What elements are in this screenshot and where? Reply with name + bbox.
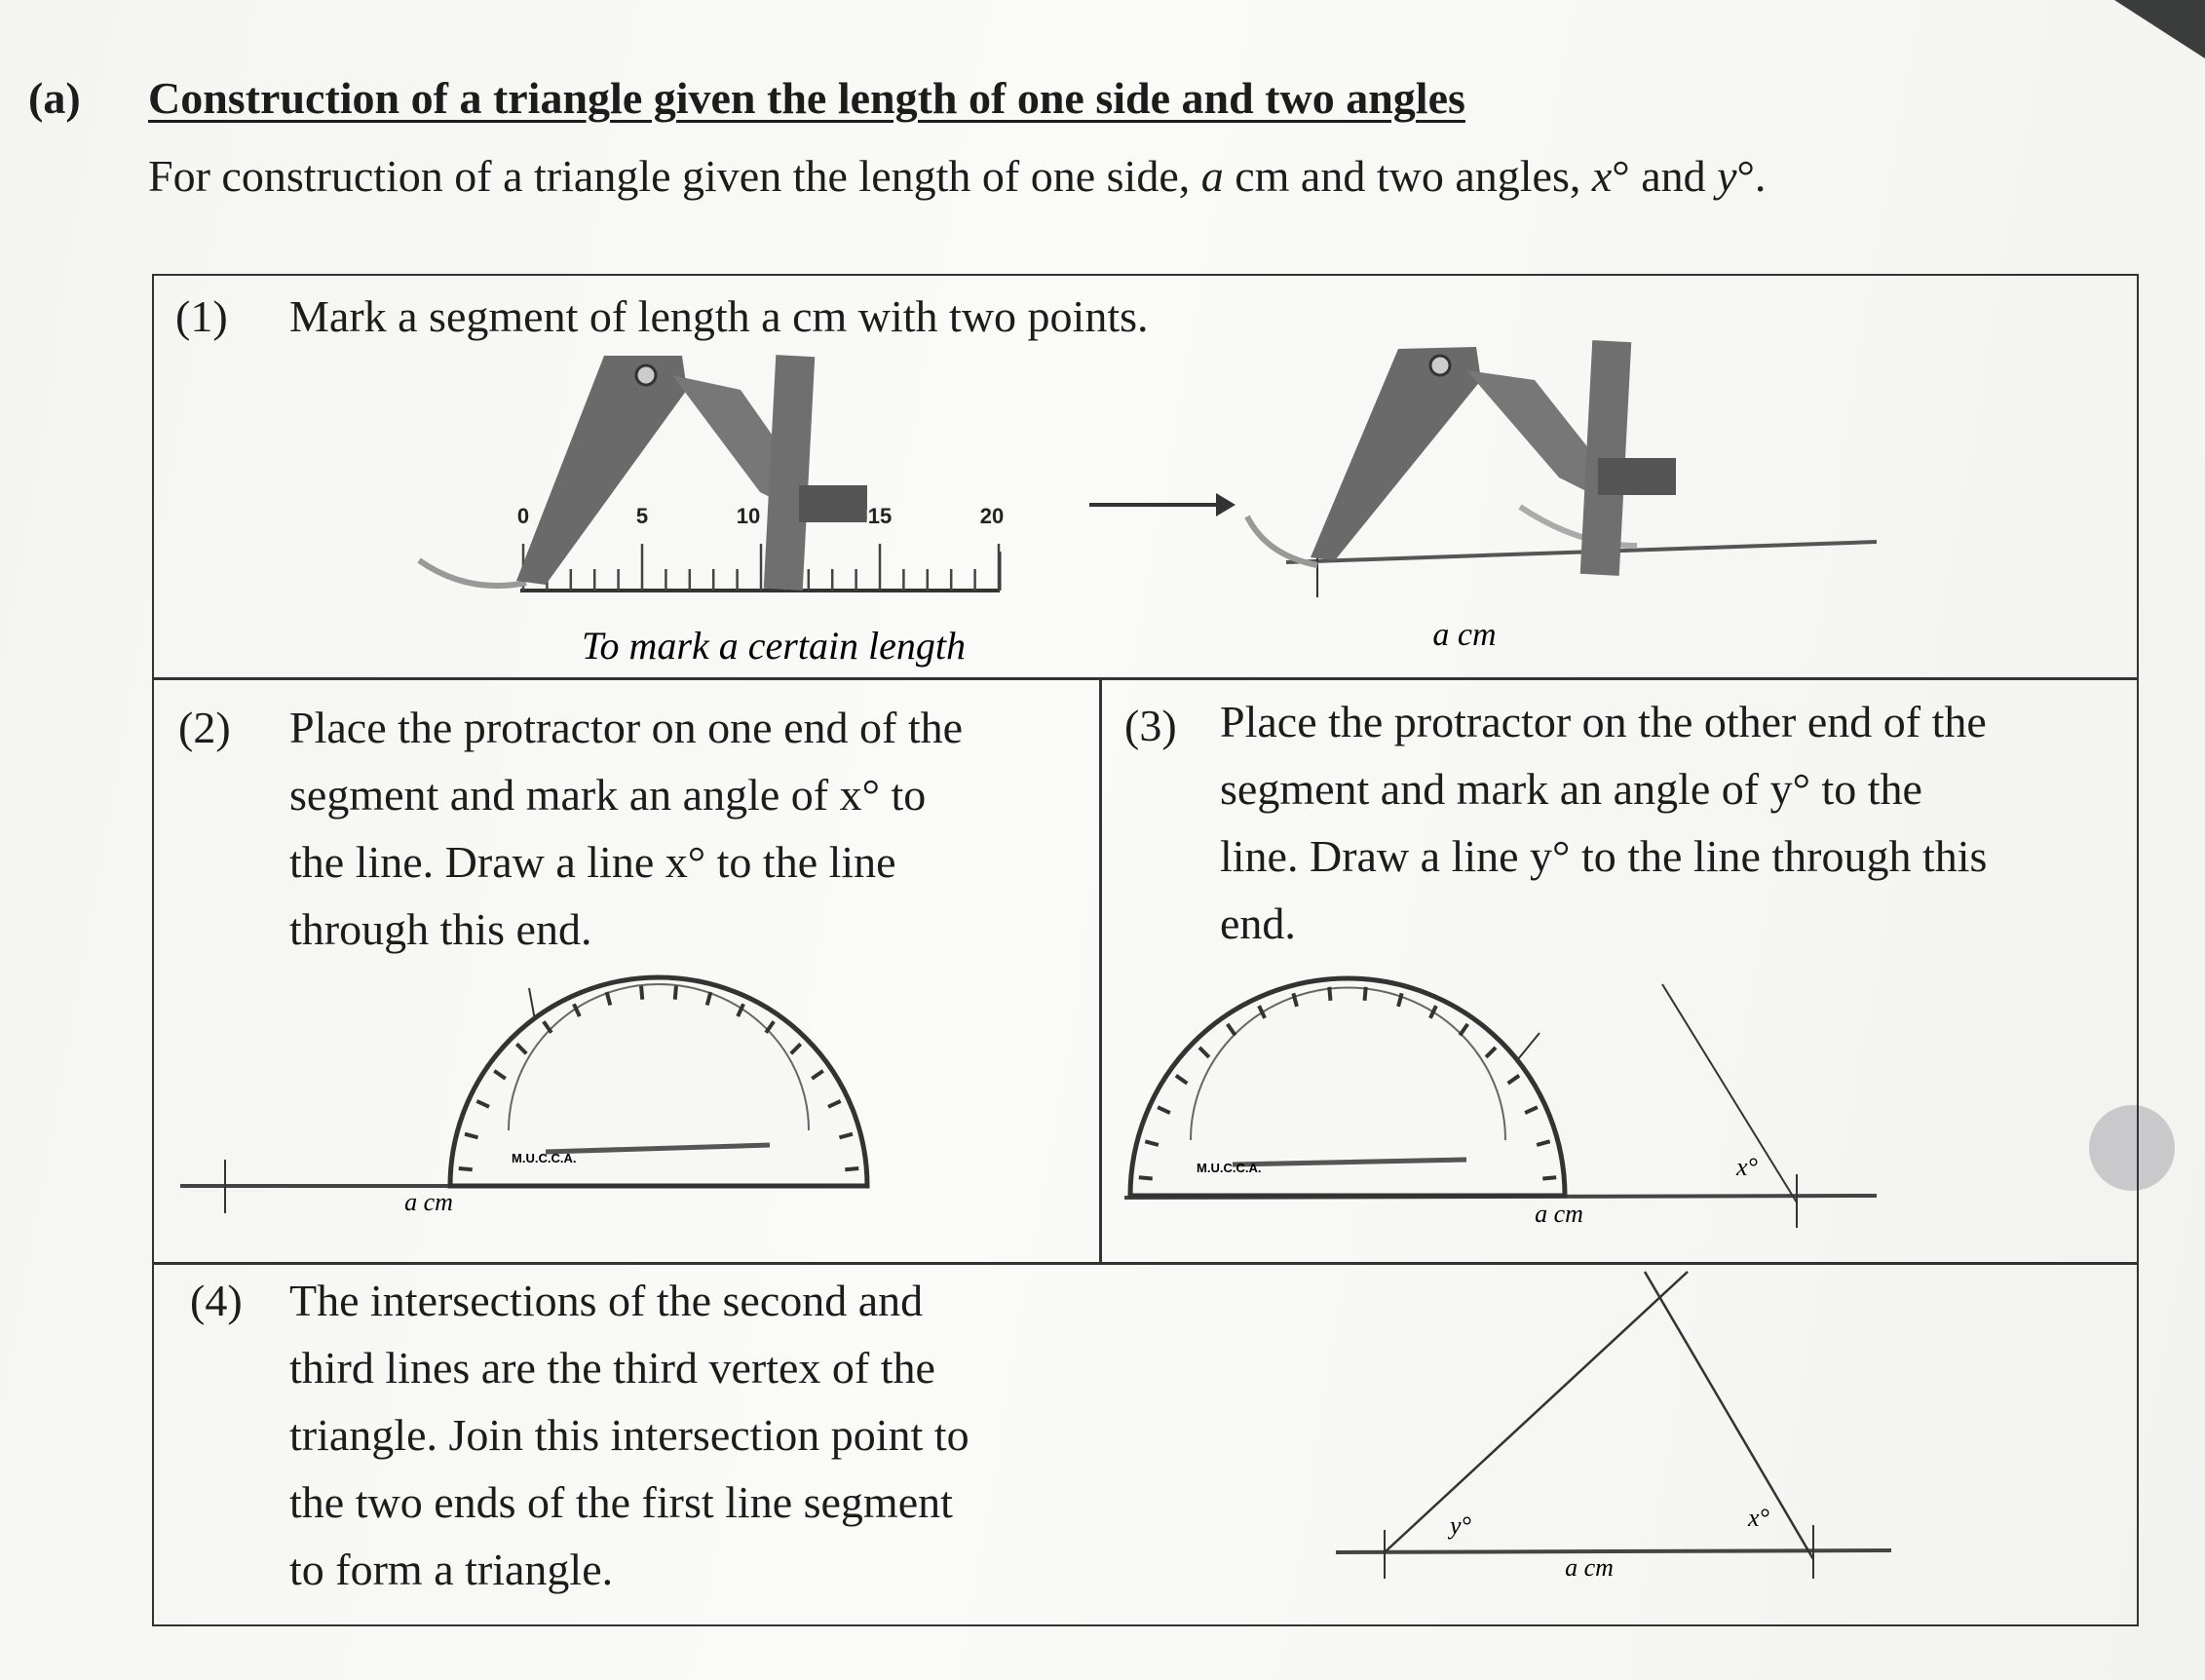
segment-label: a cm	[1565, 1553, 1614, 1582]
text-line: end.	[1220, 898, 1296, 948]
arc-mark	[419, 560, 526, 586]
protractor-tick	[459, 1168, 473, 1169]
text-line: the two ends of the first line segment	[289, 1477, 953, 1527]
arrow-icon	[1089, 493, 1236, 516]
text-line: segment and mark an angle of x° to	[289, 770, 927, 820]
angle-ray	[1662, 984, 1797, 1203]
text-line: the line. Draw a line x° to the line	[289, 837, 896, 887]
protractor-brand: M.U.C.C.A.	[512, 1151, 577, 1165]
protractor-tick	[845, 1168, 858, 1169]
intro-text: ° and	[1612, 151, 1706, 201]
text-line: through this end.	[289, 904, 592, 954]
ruler-ticks	[523, 544, 999, 591]
step-4-number: (4)	[190, 1276, 243, 1325]
compass-icon	[1311, 340, 1676, 576]
triangle-figure	[1336, 1272, 1891, 1582]
segment-label: a cm	[404, 1188, 453, 1216]
triangle-side-left	[1385, 1272, 1688, 1552]
segment-label: a cm	[1432, 617, 1497, 653]
protractor-tick	[641, 986, 642, 1000]
protractor-tick	[1542, 1177, 1556, 1178]
section-title: Construction of a triangle given the length of one side and two angles	[148, 73, 1465, 123]
protractor-tick	[675, 986, 676, 1000]
section-label: (a)	[28, 73, 81, 123]
ruler-label: 15	[867, 504, 893, 528]
text-line: to form a triangle.	[289, 1545, 614, 1594]
text-line: line. Draw a line y° to the line through this	[1220, 831, 1988, 881]
text-line: The intersections of the second and	[289, 1276, 924, 1325]
angle-x-label: x°	[1748, 1504, 1769, 1532]
protractor-tick	[1329, 987, 1330, 1001]
compass-icon	[516, 355, 867, 591]
text-line: triangle. Join this intersection point to	[289, 1410, 969, 1460]
ruler-label: 0	[516, 504, 530, 528]
ruler-label: 5	[635, 504, 649, 528]
compass-on-ruler-figure	[419, 355, 1004, 668]
text-line: third lines are the third vertex of the	[289, 1343, 935, 1393]
step-1-number: (1)	[175, 291, 228, 341]
text-line: Place the protractor on the other end of the	[1220, 697, 1987, 746]
angle-y-label: y°	[1450, 1511, 1471, 1540]
step-3-number: (3)	[1124, 701, 1177, 750]
intro-var-a: a	[1200, 151, 1224, 201]
intro-var-x: x	[1591, 151, 1613, 201]
text-line: Place the protractor on one end of the	[289, 703, 964, 752]
protractor-figure-right	[1124, 978, 1877, 1228]
intro-text: For construction of a triangle given the length of one side,	[148, 151, 1191, 201]
triangle-side-right	[1645, 1272, 1813, 1559]
intro-text: °.	[1736, 151, 1767, 201]
ruler-label: 20	[979, 504, 1005, 528]
text-line: segment and mark an angle of y° to the	[1220, 764, 1922, 814]
protractor-brand: M.U.C.C.A.	[1197, 1161, 1262, 1175]
ruler-caption: To mark a certain length	[581, 624, 967, 668]
protractor-tick	[1139, 1177, 1153, 1178]
intro-var-y: y	[1717, 151, 1737, 201]
angle-x-label: x°	[1736, 1153, 1758, 1181]
protractor-tick	[1365, 987, 1366, 1001]
ruler-label: 10	[736, 504, 761, 528]
segment-label: a cm	[1535, 1200, 1583, 1228]
compass-on-segment-figure	[1247, 340, 1877, 653]
intro-text: cm and two angles,	[1235, 151, 1581, 201]
protractor-figure-left	[180, 977, 867, 1216]
step-1-text: Mark a segment of length a cm with two points.	[289, 291, 1149, 341]
step-2-number: (2)	[178, 703, 231, 752]
